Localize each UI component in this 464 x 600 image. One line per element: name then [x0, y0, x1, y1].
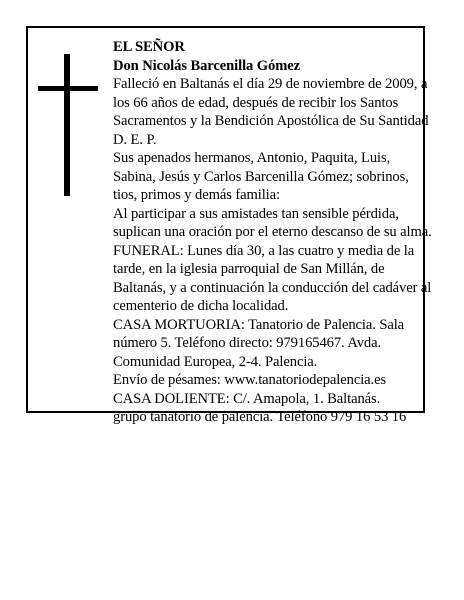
notice-line: CASA MORTUORIA: Tanatorio de Palencia. Sala: [113, 316, 405, 333]
notice-line: Sabina, Jesús y Carlos Barcenilla Gómez; sobrinos,: [113, 168, 409, 185]
notice-line: tarde, en la iglesia parroquial de San Millán, de: [113, 261, 385, 277]
notice-line: número 5. Teléfono directo: 979165467. Avda.: [113, 335, 382, 351]
notice-line: CASA DOLIENTE: C/. Amapola, 1. Baltanás.: [113, 390, 381, 407]
notice-line: suplican una oración por el eterno descanso de su alma.: [113, 224, 432, 240]
notice-line: D. E. P.: [113, 131, 157, 148]
notice-title: EL SEÑOR: [113, 39, 185, 55]
notice-line: Sus apenados hermanos, Antonio, Paquita, Luis,: [113, 150, 391, 166]
notice-line: Baltanás, y a continuación la conducción del cadáver al: [113, 279, 432, 296]
notice-line: grupo tanatorio de palencia. Teléfono 979 16 53 16: [113, 409, 407, 425]
notice-line: FUNERAL: Lunes día 30, a las cuatro y media de la: [113, 242, 415, 259]
notice-line: los 66 años de edad, después de recibir los Santos: [113, 94, 399, 111]
deceased-name: Don Nicolás Barcenilla Gómez: [113, 57, 301, 74]
obituary-text: [113, 38, 432, 427]
notice-line: tios, primos y demás familia:: [113, 187, 280, 203]
notice-line: Sacramentos y la Bendición Apostólica de Su Santidad: [113, 113, 429, 129]
notice-line: Falleció en Baltanás el día 29 de noviembre de 2009, a: [113, 76, 428, 92]
notice-line: Al participar a sus amistades tan sensible pérdida,: [113, 205, 399, 222]
notice-line: cementerio de dicha localidad.: [113, 298, 289, 314]
notice-line: Envío de pésames: www.tanatoriodepalencia.es: [113, 372, 387, 388]
notice-line: Comunidad Europea, 2-4. Palencia.: [113, 353, 318, 370]
